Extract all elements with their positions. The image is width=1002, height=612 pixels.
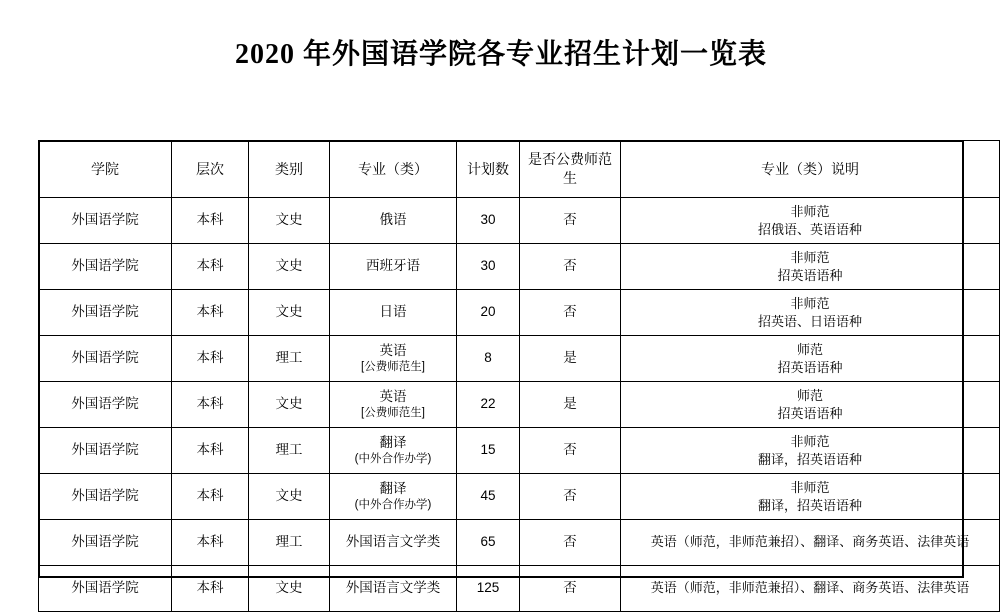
cell-major-main: 英语 bbox=[379, 342, 407, 358]
cell-note-line1: 师范 bbox=[796, 387, 823, 403]
cell-note bbox=[621, 198, 1000, 244]
cell-note-line1: 非师范 bbox=[790, 249, 830, 265]
cell-note-line2: 招英语语种 bbox=[777, 267, 843, 283]
cell-count: 30 bbox=[457, 198, 520, 244]
table-row bbox=[39, 566, 1000, 612]
cell-category: 文史 bbox=[249, 290, 330, 336]
cell-major bbox=[330, 474, 457, 520]
cell-level: 本科 bbox=[172, 336, 249, 382]
cell-level: 本科 bbox=[172, 428, 249, 474]
cell-free-teacher: 是 bbox=[520, 382, 621, 428]
cell-count: 20 bbox=[457, 290, 520, 336]
cell-category: 理工 bbox=[249, 428, 330, 474]
cell-note-line1: 英语（师范，非师范兼招）、翻译、商务英语、法律英语 bbox=[650, 580, 970, 596]
cell-major bbox=[330, 336, 457, 382]
table-row bbox=[39, 428, 1000, 474]
cell-note bbox=[621, 428, 1000, 474]
cell-major-main: 西班牙语 bbox=[366, 258, 420, 274]
cell-count: 45 bbox=[457, 474, 520, 520]
table-row bbox=[39, 336, 1000, 382]
page-title: 2020 年外国语学院各专业招生计划一览表 bbox=[234, 39, 767, 70]
table-row bbox=[39, 290, 1000, 336]
cell-major-main: 俄语 bbox=[379, 212, 407, 228]
cell-college: 外国语学院 bbox=[39, 566, 172, 612]
enrollment-plan-table bbox=[38, 140, 1000, 612]
cell-major bbox=[330, 382, 457, 428]
cell-major-sub: (中外合作办学) bbox=[354, 498, 432, 511]
cell-note bbox=[621, 566, 1000, 612]
cell-major-main: 外国语言文学类 bbox=[345, 534, 441, 550]
cell-level: 本科 bbox=[172, 566, 249, 612]
cell-major bbox=[330, 566, 457, 612]
cell-note-line2: 翻译，招英语语种 bbox=[757, 497, 862, 513]
cell-level: 本科 bbox=[172, 382, 249, 428]
cell-free-teacher: 否 bbox=[520, 428, 621, 474]
cell-note bbox=[621, 520, 1000, 566]
cell-count: 22 bbox=[457, 382, 520, 428]
cell-free-teacher: 否 bbox=[520, 520, 621, 566]
cell-free-teacher: 否 bbox=[520, 474, 621, 520]
header-category: 类别 bbox=[249, 141, 330, 198]
cell-major bbox=[330, 520, 457, 566]
cell-note-line2: 招俄语、英语语种 bbox=[757, 221, 862, 237]
table-row bbox=[39, 520, 1000, 566]
header-count: 计划数 bbox=[457, 141, 520, 198]
cell-note-line1: 英语（师范，非师范兼招）、翻译、商务英语、法律英语 bbox=[650, 534, 970, 550]
header-note: 专业（类）说明 bbox=[621, 141, 1000, 198]
cell-free-teacher: 否 bbox=[520, 198, 621, 244]
cell-note-line1: 非师范 bbox=[790, 433, 830, 449]
cell-major-main: 翻译 bbox=[379, 480, 407, 496]
cell-major-sub: (中外合作办学) bbox=[354, 452, 432, 465]
header-free-teacher: 是否公费师范生 bbox=[520, 141, 621, 198]
cell-major-main: 翻译 bbox=[379, 434, 407, 450]
table-row bbox=[39, 244, 1000, 290]
cell-college: 外国语学院 bbox=[39, 520, 172, 566]
cell-category: 文史 bbox=[249, 566, 330, 612]
cell-category: 文史 bbox=[249, 244, 330, 290]
header-level: 层次 bbox=[172, 141, 249, 198]
cell-major bbox=[330, 244, 457, 290]
cell-college: 外国语学院 bbox=[39, 428, 172, 474]
table-header-row bbox=[39, 141, 1000, 198]
cell-note-line1: 师范 bbox=[796, 341, 823, 357]
header-major: 专业（类） bbox=[330, 141, 457, 198]
header-college: 学院 bbox=[39, 141, 172, 198]
cell-note bbox=[621, 382, 1000, 428]
table-body bbox=[39, 198, 1000, 612]
cell-college: 外国语学院 bbox=[39, 474, 172, 520]
cell-note bbox=[621, 290, 1000, 336]
cell-count: 30 bbox=[457, 244, 520, 290]
cell-note-line2: 翻译，招英语语种 bbox=[757, 451, 862, 467]
cell-category: 文史 bbox=[249, 474, 330, 520]
cell-college: 外国语学院 bbox=[39, 382, 172, 428]
cell-note-line1: 非师范 bbox=[790, 479, 830, 495]
cell-college: 外国语学院 bbox=[39, 198, 172, 244]
cell-level: 本科 bbox=[172, 520, 249, 566]
cell-note bbox=[621, 474, 1000, 520]
cell-major-main: 外国语言文学类 bbox=[345, 580, 441, 596]
cell-category: 理工 bbox=[249, 336, 330, 382]
cell-level: 本科 bbox=[172, 244, 249, 290]
cell-major-sub: [公费师范生] bbox=[361, 360, 425, 373]
table-row bbox=[39, 474, 1000, 520]
cell-note-line1: 非师范 bbox=[790, 203, 830, 219]
cell-college: 外国语学院 bbox=[39, 336, 172, 382]
cell-college: 外国语学院 bbox=[39, 244, 172, 290]
cell-free-teacher: 否 bbox=[520, 244, 621, 290]
cell-note-line1: 非师范 bbox=[790, 295, 830, 311]
cell-note bbox=[621, 244, 1000, 290]
cell-count: 8 bbox=[457, 336, 520, 382]
cell-category: 文史 bbox=[249, 198, 330, 244]
cell-level: 本科 bbox=[172, 474, 249, 520]
cell-note-line2: 招英语语种 bbox=[777, 405, 843, 421]
cell-note-line2: 招英语、日语语种 bbox=[757, 313, 862, 329]
cell-major bbox=[330, 198, 457, 244]
table-row bbox=[39, 382, 1000, 428]
cell-free-teacher: 是 bbox=[520, 336, 621, 382]
cell-category: 理工 bbox=[249, 520, 330, 566]
cell-category: 文史 bbox=[249, 382, 330, 428]
cell-note-line2: 招英语语种 bbox=[777, 359, 843, 375]
cell-count: 125 bbox=[457, 566, 520, 612]
table-row bbox=[39, 198, 1000, 244]
cell-major-sub: [公费师范生] bbox=[361, 406, 425, 419]
table-header bbox=[39, 141, 1000, 198]
cell-college: 外国语学院 bbox=[39, 290, 172, 336]
cell-level: 本科 bbox=[172, 290, 249, 336]
cell-free-teacher: 否 bbox=[520, 566, 621, 612]
cell-count: 65 bbox=[457, 520, 520, 566]
enrollment-plan-table-wrapper bbox=[38, 140, 970, 612]
cell-note bbox=[621, 336, 1000, 382]
cell-major bbox=[330, 428, 457, 474]
cell-major bbox=[330, 290, 457, 336]
cell-major-main: 英语 bbox=[379, 388, 407, 404]
cell-major-main: 日语 bbox=[379, 304, 407, 320]
cell-free-teacher: 否 bbox=[520, 290, 621, 336]
cell-level: 本科 bbox=[172, 198, 249, 244]
cell-count: 15 bbox=[457, 428, 520, 474]
